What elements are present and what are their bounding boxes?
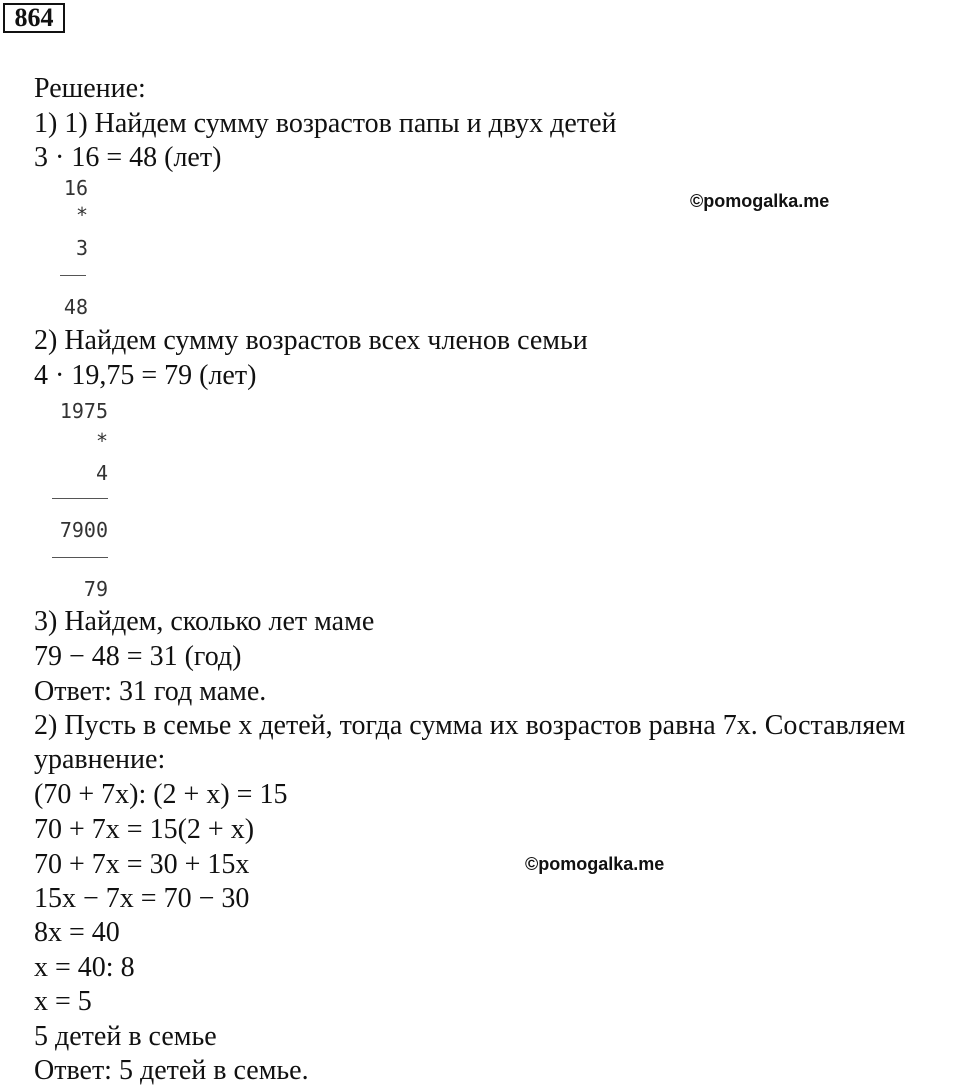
calc1-operator: * [75,203,88,227]
problem-number: 864 [3,3,65,33]
calc2-multiplier: 4 [95,461,108,485]
equation-5: 8x = 40 [34,917,120,948]
equation-4: 15x − 7x = 70 − 30 [34,883,250,914]
equation-6: x = 40: 8 [34,952,135,983]
calc1-multiplier: 3 [75,236,88,260]
calc2-multiplicand: 1975 [59,399,108,423]
calc2-rule-1 [52,498,108,499]
answer-1: Ответ: 31 год маме. [34,676,267,707]
watermark-top: ©pomogalka.me [690,191,830,211]
conclusion: 5 детей в семье [34,1021,217,1052]
watermark-bottom: ©pomogalka.me [525,854,665,874]
step-1-1-equation: 3 · 16 = 48 (лет) [34,142,222,173]
calc2-operator: * [95,429,108,453]
answer-2: Ответ: 5 детей в семье. [34,1055,309,1086]
step-1-2-text: 2) Найдем сумму возрастов всех членов семьи [34,325,588,356]
part-2-intro: 2) Пусть в семье x детей, тогда сумма их возрастов равна 7x. Составляем [34,710,906,741]
calc2-product: 7900 [59,518,108,542]
calc1-rule [60,275,86,276]
equation-3: 70 + 7x = 30 + 15x [34,849,250,880]
step-1-2-equation: 4 · 19,75 = 79 (лет) [34,360,257,391]
equation-7: x = 5 [34,986,92,1017]
step-1-1-text: 1) 1) Найдем сумму возрастов папы и двух детей [34,108,617,139]
step-1-3-equation: 79 − 48 = 31 (год) [34,641,242,672]
calc1-result: 48 [63,295,88,319]
solution-heading: Решение: [34,73,146,104]
calc2-rule-2 [52,557,108,558]
calc1-multiplicand: 16 [63,176,88,200]
equation-1: (70 + 7x): (2 + x) = 15 [34,779,288,810]
step-1-3-text: 3) Найдем, сколько лет маме [34,606,375,637]
calc2-result: 79 [83,577,108,601]
equation-2: 70 + 7x = 15(2 + x) [34,814,255,845]
part-2-intro-cont: уравнение: [34,744,166,775]
